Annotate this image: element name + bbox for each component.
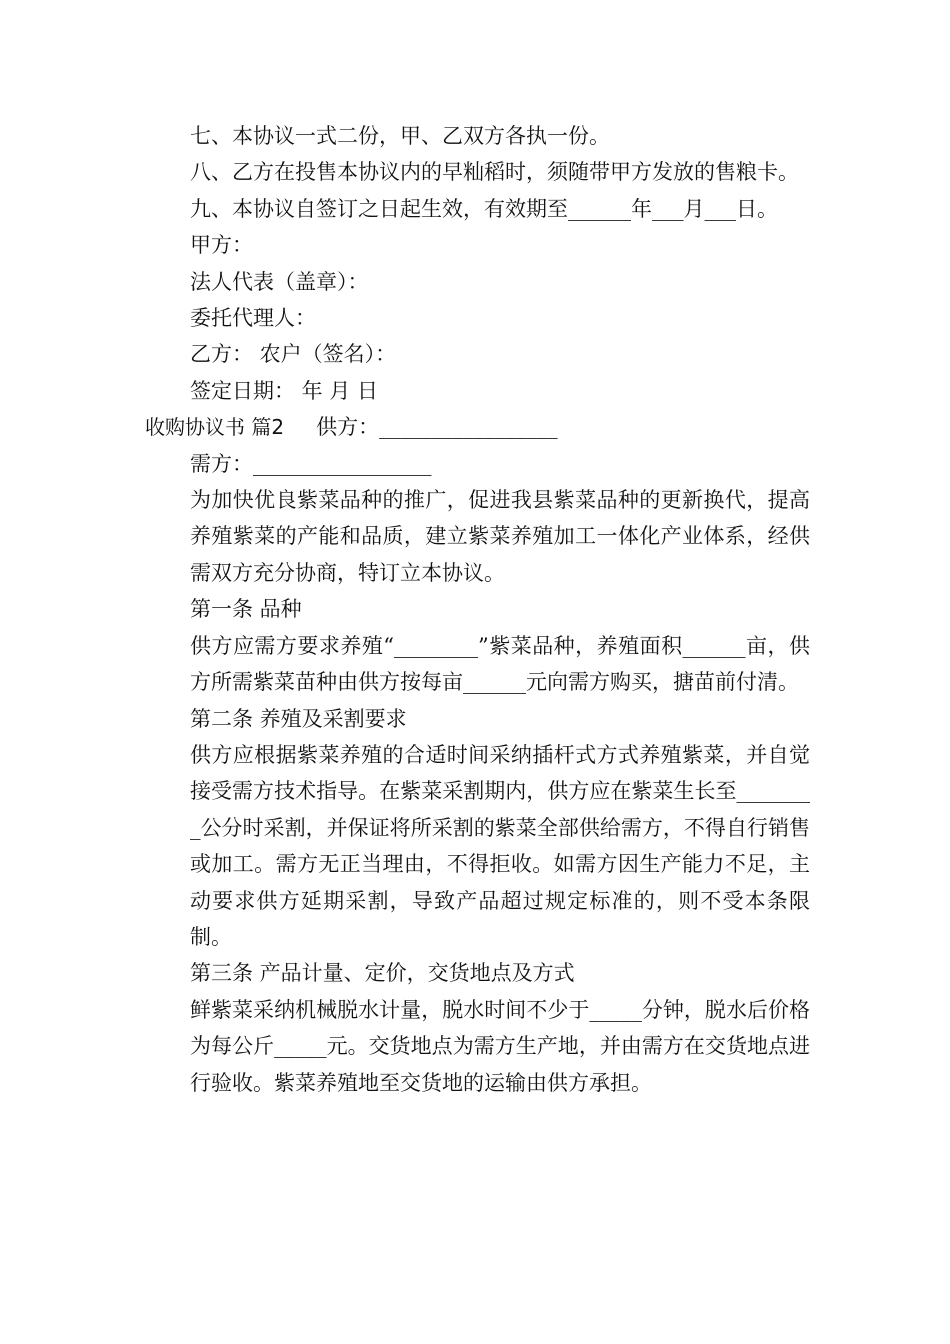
party-b-label: 乙方： 农户（签名）： [190,342,397,367]
article-two-body: 供方应根据紫菜养殖的合适时间采纳插杆式方式养殖紫菜，并自觉接受需方技术指导。在紫菜采割期内，供方应在紫菜生长至________公分时采割，并保证将所采割的紫菜全部供给需方，不得自行销售或加工。需方无正当理由，不得拒收。如需方因生产能力不足，主动要求供方延期采割，导致产品超过规定标准的，则不受本条限制。 [190,742,810,949]
clause-eight: 八、乙方在投售本协议内的早籼稻时，须随带甲方发放的售粮卡。 [190,160,799,185]
clause-seven: 七、本协议一式二份，甲、乙双方各执一份。 [190,124,610,148]
intro-paragraph: 为加快优良紫菜品种的推广，促进我县紫菜品种的更新换代，提高养殖紫菜的产能和品质，建立紫菜养殖加工一体化产业体系，经供需双方充分协商，特订立本协议。 [190,488,810,585]
agent-label: 委托代理人： [190,306,316,331]
article-three-body: 鲜紫菜采纳机械脱水计量，脱水时间不少于_____分钟，脱水后价格为每公斤_____元。交货地点为需方生产地，并由需方在交货地点进行验收。紫菜养殖地至交货地的运输由供方承担。 [190,997,810,1095]
article-one-body: 供方应需方要求养殖“________”紫菜品种，养殖面积______亩，供方所需紫菜苗种由供方按每亩______元向需方购买，搪苗前付清。 [190,633,810,695]
section-heading: 收购协议书 篇2 [145,415,285,440]
document-page [145,118,810,1101]
clause-nine: 九、本协议自签订之日起生效，有效期至______年___月___日。 [190,196,778,221]
sign-date-label: 签定日期： 年 月 日 [190,378,379,403]
article-two-title: 第二条 养殖及采割要求 [190,706,407,731]
article-three-title: 第三条 产品计量、定价，交货地点及方式 [190,961,575,986]
party-a-label: 甲方： [190,233,253,258]
buyer-label: 需方：_________________ [190,451,432,476]
article-one-title: 第一条 品种 [190,597,302,622]
legal-representative-label: 法人代表（盖章）： [190,269,369,294]
supplier-label: 供方：_________________ [316,415,558,440]
section-two-header-line [145,409,810,445]
